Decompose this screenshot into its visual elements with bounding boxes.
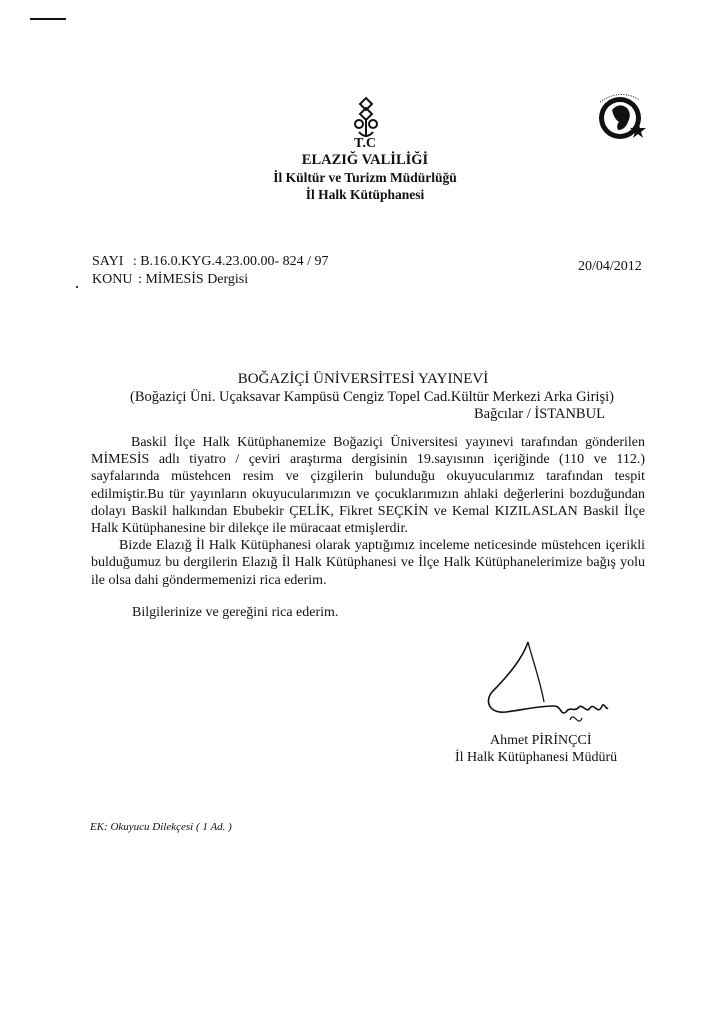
closing-line: Bilgilerinize ve gereğini rica ederim. (132, 605, 339, 620)
recipient-name: BOĞAZİÇİ ÜNİVERSİTESİ YAYINEVİ (237, 371, 489, 387)
library-title: İl Halk Kütüphanesi (305, 187, 425, 202)
attachment-note: EK: Okuyucu Dilekçesi ( 1 Ad. ) (90, 821, 232, 833)
reference-value: : B.16.0.KYG.4.23.00.00- 824 / 97 (132, 254, 329, 269)
subject-value: : MİMESİS Dergisi (137, 272, 249, 287)
ministry-emblem-icon (352, 96, 380, 140)
reference-label: SAYI (92, 254, 124, 269)
body-paragraph-1: Baskil İlçe Halk Kütüphanemize Boğaziçi Üniversitesi yayınevi tarafından gönderilen MİMESİS adlı tiyatro / çeviri araştırma dergisinin 19.sayısının içeriğinde (110 ve 112.) sayfalarında müstehcen resim ve çizgilerin bulunduğu okuyucularımız tarafından tespit edilmiştir.Bu tür yayınların okuyucularımızın ve çocuklarımızın ahlaki değerlerini bozduğundan dolayı Baskil halkından Ebubekir ÇELİK, Fikret SEÇKİN ve Kemal KIZILASLAN Baskil İlçe Halk Kütüphanesine bir dilekçe ile müracaat etmişlerdir. (91, 435, 645, 537)
body-paragraph-2: Bizde Elazığ İl Halk Kütüphanesi olarak yaptığımız inceleme neticesinde müstehcen içerikli bulduğumuz bu dergilerin Elazığ İl Halk Kütüphanesi ve İlçe Halk Kütüphanelerimize bağış yolu ile olsa dahi göndermemenizi rica ederim. (91, 538, 645, 588)
subject-label: KONU (92, 272, 133, 287)
reference-line (92, 253, 329, 270)
letterhead (200, 135, 530, 203)
handwritten-signature (482, 640, 612, 732)
signer-title: İl Halk Kütüphanesi Müdürü (455, 750, 618, 765)
recipient-city: Bağcılar / İSTANBUL (474, 406, 605, 422)
ataturk-seal-icon (592, 92, 652, 144)
letter-body (91, 434, 645, 589)
letter-date: 20/04/2012 (578, 259, 642, 274)
state-label: T.C (354, 136, 376, 151)
scan-dot (76, 286, 78, 288)
recipient-address: (Boğaziçi Üni. Uçaksavar Kampüsü Cengiz Topel Cad.Kültür Merkezi Arka Girişi) (130, 389, 614, 405)
directorate-title: İl Kültür ve Turizm Müdürlüğü (273, 170, 457, 185)
governorship-title: ELAZIĞ VALİLİĞİ (301, 152, 429, 168)
signer-name: Ahmet PİRİNÇCİ (490, 733, 592, 748)
scan-mark (30, 18, 66, 20)
subject-line (92, 271, 248, 288)
